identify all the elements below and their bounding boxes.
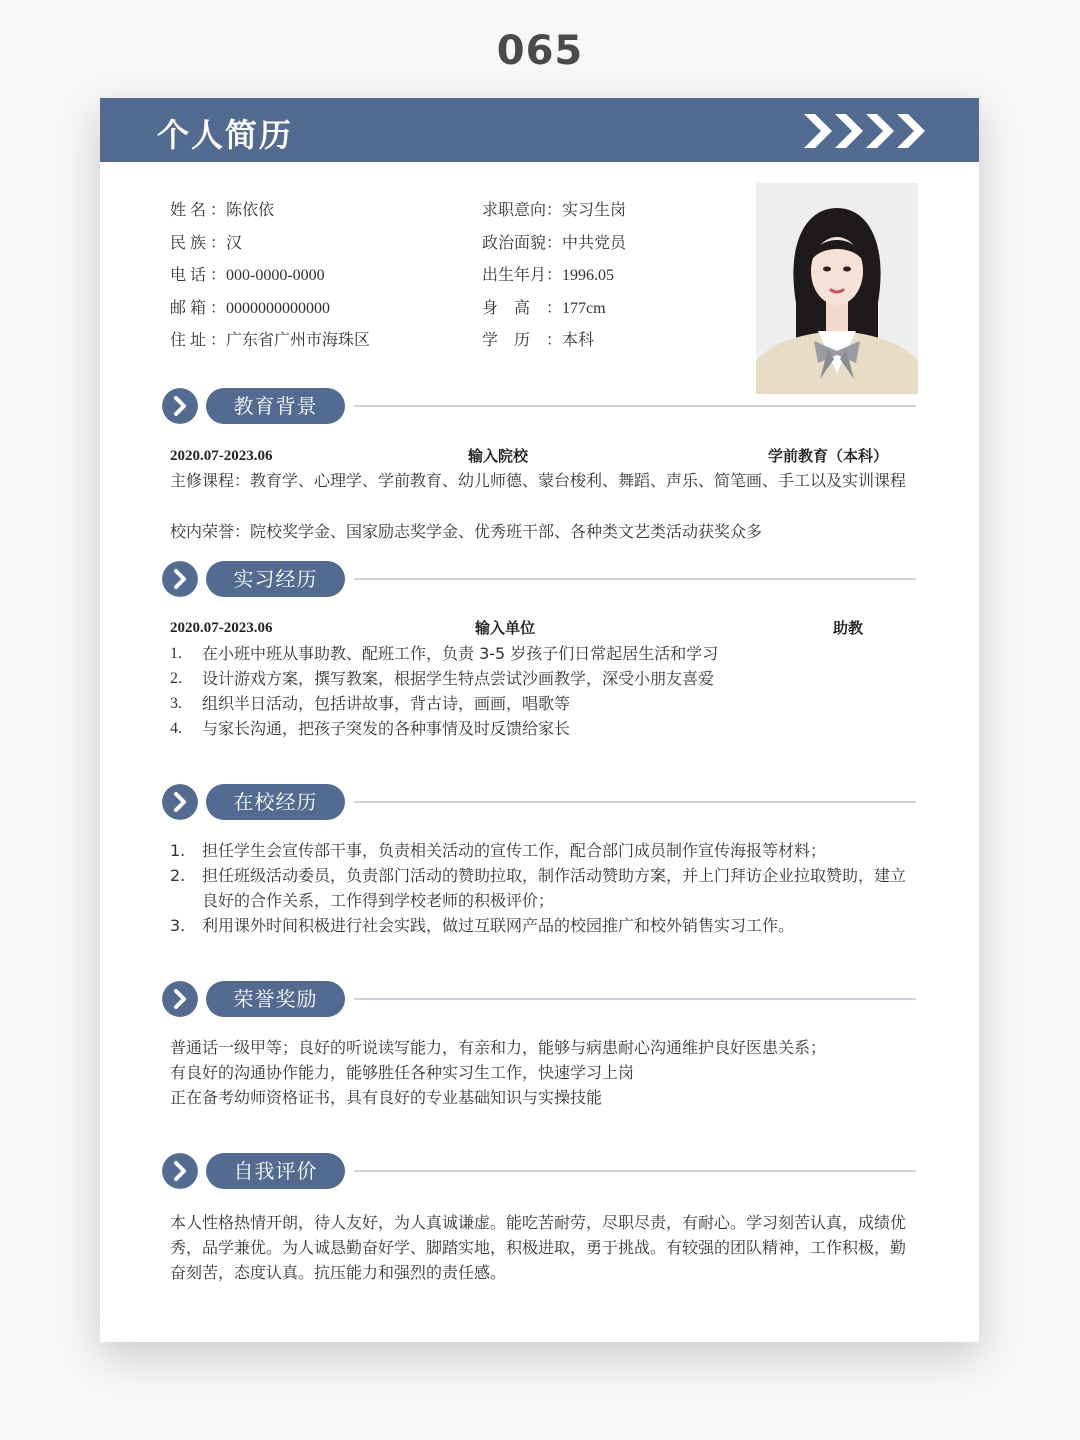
education-honors: 校内荣誉：院校奖学金、国家励志奖学金、优秀班干部、各种类文艺类活动获奖众多 (170, 522, 763, 541)
section-self-header (162, 1153, 916, 1189)
list-text: 设计游戏方案，撰写教案，根据学生特点尝试沙画教学，深受小朋友喜爱 (202, 669, 715, 688)
chevron-right-icon (162, 1153, 198, 1189)
profile-address-row (170, 330, 370, 350)
phone-label: 电话： (170, 265, 226, 284)
list-text: 在小班中班从事助教、配班工作，负责 3-5 岁孩子们日常起居生活和学习 (202, 644, 719, 663)
politics-label: 政治面貌： (482, 233, 563, 252)
campus-list (170, 838, 912, 938)
list-number: 3. (170, 695, 182, 712)
ethnicity-value: 汉 (226, 233, 243, 252)
name-value: 陈依依 (226, 200, 275, 219)
education-courses: 主修课程：教育学、心理学、学前教育、幼儿师德、蒙台梭利、舞蹈、声乐、简笔画、手工以及实训课程 (170, 471, 907, 490)
profile-ethnicity-row (170, 233, 242, 253)
chevron-right-icon (162, 561, 198, 597)
list-item (170, 838, 912, 863)
section-divider (354, 578, 916, 580)
email-value: 0000000000000 (226, 300, 330, 317)
internship-list (170, 641, 910, 741)
list-text: 组织半日活动，包括讲故事，背古诗，画画，唱歌等 (202, 694, 571, 713)
profile-politics-row (482, 233, 626, 253)
list-item (170, 863, 912, 913)
section-divider (354, 998, 916, 1000)
awards-line: 正在备考幼师资格证书，具有良好的专业基础知识与实操技能 (170, 1088, 603, 1107)
address-label: 住址： (170, 330, 226, 349)
list-text: 利用课外时间积极进行社会实践，做过互联网产品的校园推广和校外销售实习工作。 (202, 916, 795, 935)
resume-title: 个人简历 (157, 116, 294, 154)
chevron-right-icon (162, 388, 198, 424)
section-education-header (162, 388, 916, 424)
list-number: 1. (170, 841, 186, 860)
section-divider (354, 801, 916, 803)
email-label: 邮箱： (170, 298, 226, 317)
list-item (170, 641, 910, 666)
profile-email-row (170, 298, 330, 319)
list-text: 担任学生会宣传部干事，负责相关活动的宣传工作，配合部门成员制作宣传海报等材料； (202, 841, 827, 860)
list-number: 2. (170, 670, 182, 687)
chevron-right-icon (162, 981, 198, 1017)
education-period: 2020.07-2023.06 (170, 448, 273, 464)
profile-height-row (482, 298, 606, 319)
list-number: 4. (170, 720, 182, 737)
intent-value: 实习生岗 (562, 200, 627, 219)
height-value: 177cm (562, 300, 606, 317)
ethnicity-label: 民族： (170, 233, 226, 252)
section-divider (354, 1170, 916, 1172)
section-education-title: 教育背景 (206, 388, 345, 424)
chevrons-right-icon (804, 112, 928, 150)
list-item (170, 913, 912, 938)
section-self-title: 自我评价 (206, 1153, 345, 1189)
address-value: 广东省广州市海珠区 (226, 330, 371, 349)
internship-period: 2020.07-2023.06 (170, 620, 273, 636)
list-item (170, 716, 910, 741)
list-item (170, 666, 910, 691)
height-label: 身高： (482, 298, 562, 317)
name-label: 姓名： (170, 200, 226, 219)
section-awards-title: 荣誉奖励 (206, 981, 345, 1017)
list-number: 2. (170, 866, 186, 885)
list-number: 1. (170, 645, 182, 662)
birth-value: 1996.05 (562, 267, 614, 284)
phone-value: 000-0000-0000 (226, 267, 325, 284)
internship-role: 助教 (833, 619, 864, 637)
section-internship-title: 实习经历 (206, 561, 345, 597)
list-text: 担任班级活动委员，负责部门活动的赞助拉取，制作活动赞助方案，并上门拜访企业拉取赞助，建立良好的合作关系，工作得到学校老师的积极评价； (202, 866, 907, 910)
section-divider (354, 405, 916, 407)
profile-phone-row (170, 265, 325, 286)
education-value: 本科 (562, 330, 595, 349)
education-major: 学前教育（本科） (768, 447, 889, 465)
profile-name-row (170, 200, 274, 220)
resume-sheet (100, 98, 979, 1342)
section-internship-header (162, 561, 916, 597)
chevron-right-icon (162, 784, 198, 820)
profile-intent-row (482, 200, 626, 220)
section-campus-title: 在校经历 (206, 784, 345, 820)
section-campus-header (162, 784, 916, 820)
self-evaluation-text: 本人性格热情开朗，待人友好，为人真诚谦虚。能吃苦耐劳，尽职尽责，有耐心。学习刻苦认真，成绩优秀，品学兼优。为人诚恳勤奋好学、脚踏实地，积极进取，勇于挑战。有较强的团队精神，工作积极，勤奋刻苦，态度认真。抗压能力和强烈的责任感。 (170, 1213, 907, 1282)
profile-birth-row (482, 265, 614, 286)
section-awards-header (162, 981, 916, 1017)
education-school: 输入院校 (468, 447, 529, 465)
profile-education-row (482, 330, 594, 350)
header-banner (100, 98, 979, 162)
birth-label: 出生年月： (482, 265, 563, 284)
list-item (170, 691, 910, 716)
awards-line: 有良好的沟通协作能力，能够胜任各种实习生工作，快速学习上岗 (170, 1063, 635, 1082)
template-number: 065 (496, 28, 584, 74)
education-label: 学历： (482, 330, 562, 349)
internship-company: 输入单位 (475, 619, 536, 637)
awards-line: 普通话一级甲等；良好的听说读写能力，有亲和力，能够与病患耐心沟通维护良好医患关系； (170, 1038, 827, 1057)
politics-value: 中共党员 (562, 233, 627, 252)
list-text: 与家长沟通，把孩子突发的各种事情及时反馈给家长 (202, 719, 571, 738)
intent-label: 求职意向： (482, 200, 563, 219)
profile-photo (756, 183, 918, 394)
list-number: 3. (170, 916, 186, 935)
